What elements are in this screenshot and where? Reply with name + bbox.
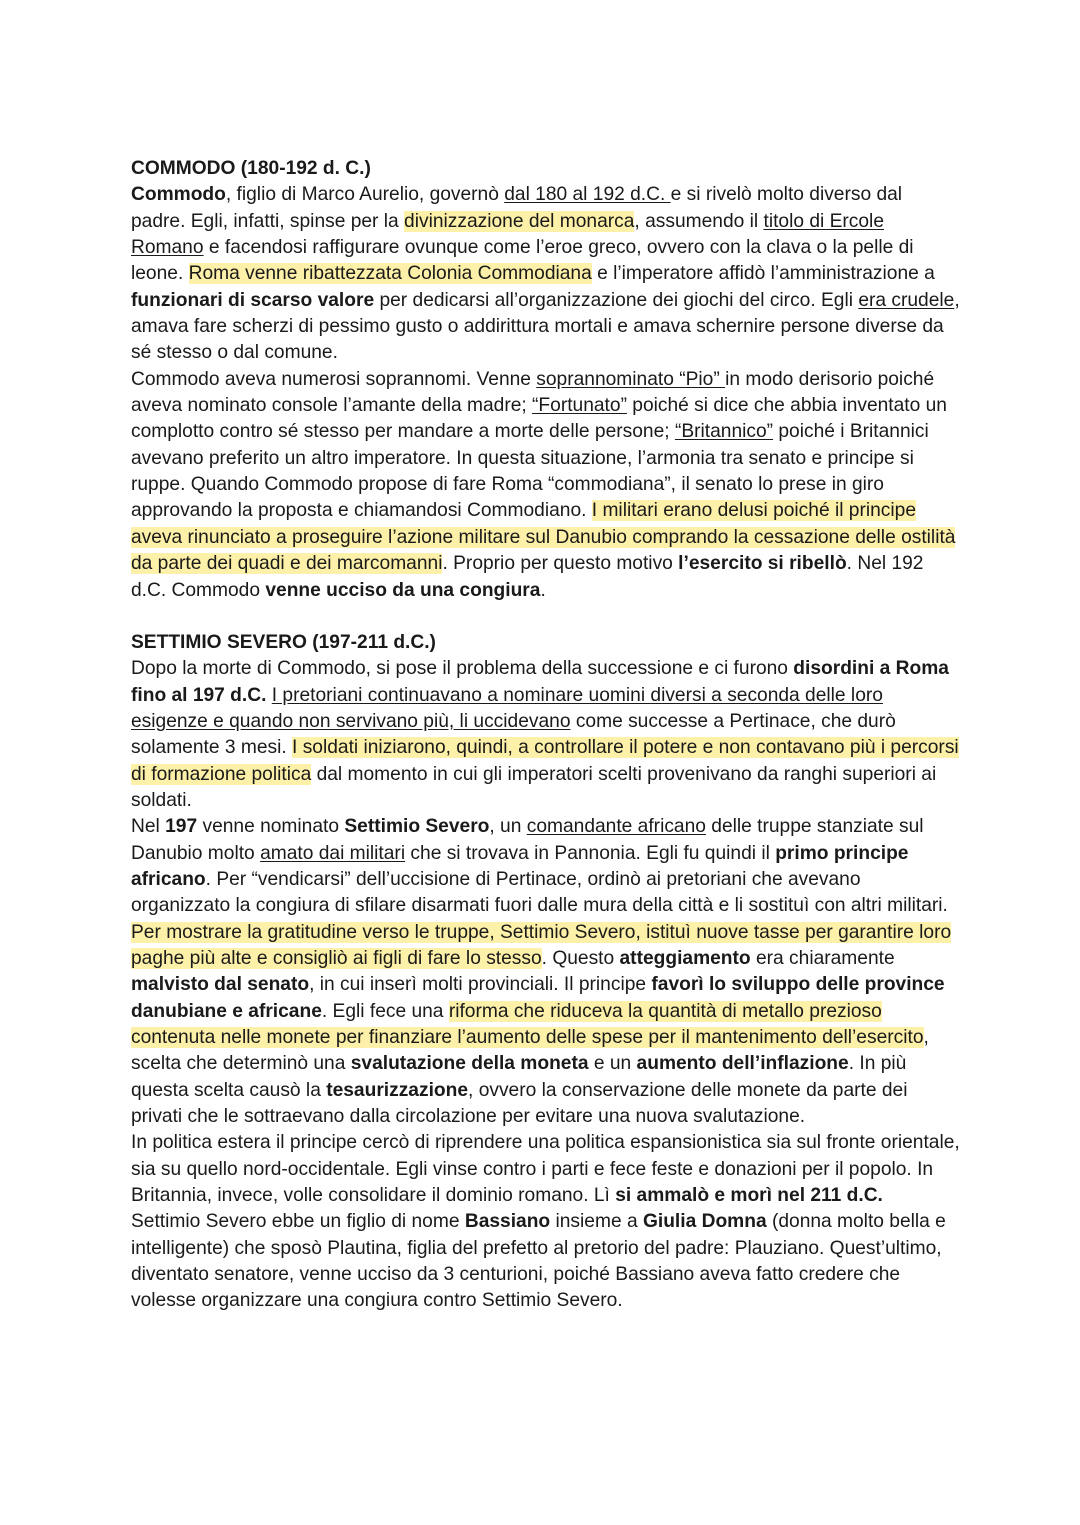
paragraph	[131, 814, 961, 1130]
highlighted-text: Roma venne ribattezzata Colonia Commodiana	[188, 263, 592, 285]
text-run: poiché si dice che abbia inventato un complotto contro sé stesso per mandare a morte delle persone;	[131, 395, 947, 443]
bold-text: Commodo	[131, 184, 226, 206]
text-run: Nel	[131, 816, 166, 838]
section-heading: COMMODO (180-192 d. C.)	[131, 158, 371, 179]
underlined-text: “Fortunato”	[532, 395, 627, 417]
text-run: . Egli fece una	[321, 1000, 449, 1022]
text-run: . Nel 192 d.C. Commodo	[131, 553, 924, 601]
document-page	[131, 156, 961, 1315]
text-run: , in cui inserì molti provinciali. Il principe	[309, 974, 652, 996]
bold-text: malvisto dal senato	[131, 974, 310, 996]
text-run: e si rivelò molto diverso dal padre. Egli, infatti, spinse per la	[131, 184, 903, 232]
bold-text: Settimio Severo	[344, 816, 490, 838]
text-run: , un	[489, 816, 527, 838]
bold-text: Giulia Domna	[642, 1211, 767, 1233]
section-heading: SETTIMIO SEVERO (197-211 d.C.)	[131, 631, 436, 653]
section-settimio-severo	[131, 630, 961, 1315]
paragraph	[131, 182, 961, 366]
highlighted-text: I soldati iniziarono, quindi, a controllare il potere e non contavano più i percorsi di formazione politica	[131, 737, 959, 785]
text-run: . In più questa scelta causò la	[131, 1053, 907, 1101]
text-run: in modo derisorio poiché aveva nominato console l’amante della madre;	[131, 368, 935, 417]
highlighted-text: divinizzazione del monarca	[404, 210, 635, 232]
underlined-text: “Britannico”	[674, 421, 774, 443]
underlined-text: era crudele	[858, 289, 955, 311]
text-run: . Questo	[541, 947, 620, 969]
highlighted-text: Per mostrare la gratitudine verso le truppe, Settimio Severo, istituì nuove tasse per garantire loro paghe più alte e consigliò ai figli di fare lo stesso	[131, 921, 952, 969]
bold-text: l’esercito si ribellò	[678, 553, 847, 575]
text-run: poiché i Britannici avevano preferito un altro imperatore. In questa situazione, l’armonia tra senato e principe si ruppe. Quando Commodo propose di fare Roma “commodiana”, il senato lo prese in giro approvando la proposta e chiamandosi Commodiano.	[131, 421, 929, 522]
text-run: che si trovava in Pannonia. Egli fu quindi il	[405, 842, 776, 864]
text-run: e facendosi raffigurare ovunque come l’eroe greco, ovvero con la clava o la pelle di leone.	[131, 237, 914, 285]
paragraph	[131, 1130, 961, 1209]
bold-text: primo principe africano	[131, 842, 909, 890]
text-run: per dedicarsi all’organizzazione dei giochi del circo. Egli	[374, 289, 859, 311]
bold-text: Bassiano	[464, 1211, 551, 1233]
underlined-text: titolo di Ercole Romano	[131, 210, 884, 259]
text-run: come successe a Pertinace, che durò solamente 3 mesi.	[131, 710, 896, 759]
text-run: era chiaramente	[750, 947, 895, 969]
bold-text: svalutazione della moneta	[350, 1053, 589, 1075]
text-run: venne nominato	[197, 816, 345, 838]
text-run: insieme a	[550, 1211, 643, 1233]
bold-text: si ammalò e morì nel 211 d.C.	[615, 1185, 883, 1207]
text-run: , ovvero la conservazione delle monete da parte dei privati che le sottraevano dalla circolazione per evitare una nuova svalutazione.	[131, 1079, 908, 1128]
bold-text: 197	[165, 816, 198, 838]
bold-text: favorì lo sviluppo delle province danubiane e africane	[131, 974, 945, 1022]
text-run: . Per “vendicarsi” dell’uccisione di Pertinace, ordinò ai pretoriani che avevano organizzato la congiura di sfilare disarmati fuori dalle mura della città e li sostituì con altri militari.	[131, 868, 948, 917]
text-run: , assumendo il	[634, 210, 764, 232]
text-run: e l’imperatore affidò l’amministrazione a	[591, 263, 935, 285]
bold-text: venne ucciso da una congiura	[265, 579, 541, 601]
bold-text: funzionari di scarso valore	[131, 289, 375, 311]
bold-text: aumento dell’inflazione	[636, 1053, 849, 1075]
highlighted-text: riforma che riduceva la quantità di metallo prezioso contenuta nelle monete per finanziare l’aumento delle spese per il mantenimento dell’esercito	[131, 1000, 924, 1048]
text-run: , figlio di Marco Aurelio, governò	[225, 184, 505, 206]
text-run: . Proprio per questo motivo	[442, 553, 679, 575]
text-run: Commodo aveva numerosi soprannomi. Venne	[131, 368, 537, 390]
bold-text: atteggiamento	[619, 947, 751, 969]
paragraph	[131, 656, 961, 814]
text-run: (donna molto bella e intelligente) che sposò Plautina, figlia del prefetto al pretorio del padre: Plauziano. Quest’ultimo, diventato senatore, venne ucciso da 3 centurioni, poiché Bassiano aveva fatto credere che volesse organizzare una congiura contro Settimio Severo.	[131, 1211, 946, 1312]
underlined-text: I pretoriani continuavano a nominare uomini diversi a seconda delle loro esigenze e quando non servivano più, li uccidevano	[131, 684, 883, 732]
section-commodo	[131, 156, 961, 604]
text-run: dal momento in cui gli imperatori scelti provenivano da ranghi superiori ai soldati.	[131, 763, 937, 811]
text-run: , scelta che determinò una	[131, 1027, 929, 1075]
underlined-text: amato dai militari	[260, 842, 406, 864]
text-run: Settimio Severo ebbe un figlio di nome	[131, 1211, 465, 1233]
underlined-text: dal 180 al 192 d.C.	[504, 184, 671, 206]
paragraph	[131, 367, 961, 604]
text-run: .	[540, 579, 546, 601]
highlighted-text: I militari erano delusi poiché il principe aveva rinunciato a proseguire l’azione militare sul Danubio comprando la cessazione delle ostilità da parte dei quadi e dei marcomanni	[131, 500, 956, 575]
text-run: delle truppe stanziate sul Danubio molto	[131, 816, 924, 864]
underlined-text: comandante africano	[526, 816, 706, 838]
text-run: , amava fare scherzi di pessimo gusto o addirittura mortali e amava schernire persone diverse da sé stesso o dal comune.	[131, 289, 960, 364]
text-run: e un	[588, 1053, 637, 1075]
text-run: Dopo la morte di Commodo, si pose il problema della successione e ci furono	[131, 658, 794, 680]
text-run: In politica estera il principe cercò di riprendere una politica espansionistica sia sul fronte orientale, sia su quello nord-occidentale. Egli vinse contro i parti e fece feste e donazioni per il popolo. In Britannia, invece, volle consolidare il dominio romano. Lì	[131, 1132, 960, 1207]
paragraph	[131, 1209, 961, 1314]
bold-text: disordini a Roma fino al 197 d.C.	[131, 658, 949, 706]
underlined-text: soprannominato “Pio”	[536, 368, 726, 390]
bold-text: tesaurizzazione	[326, 1079, 469, 1101]
